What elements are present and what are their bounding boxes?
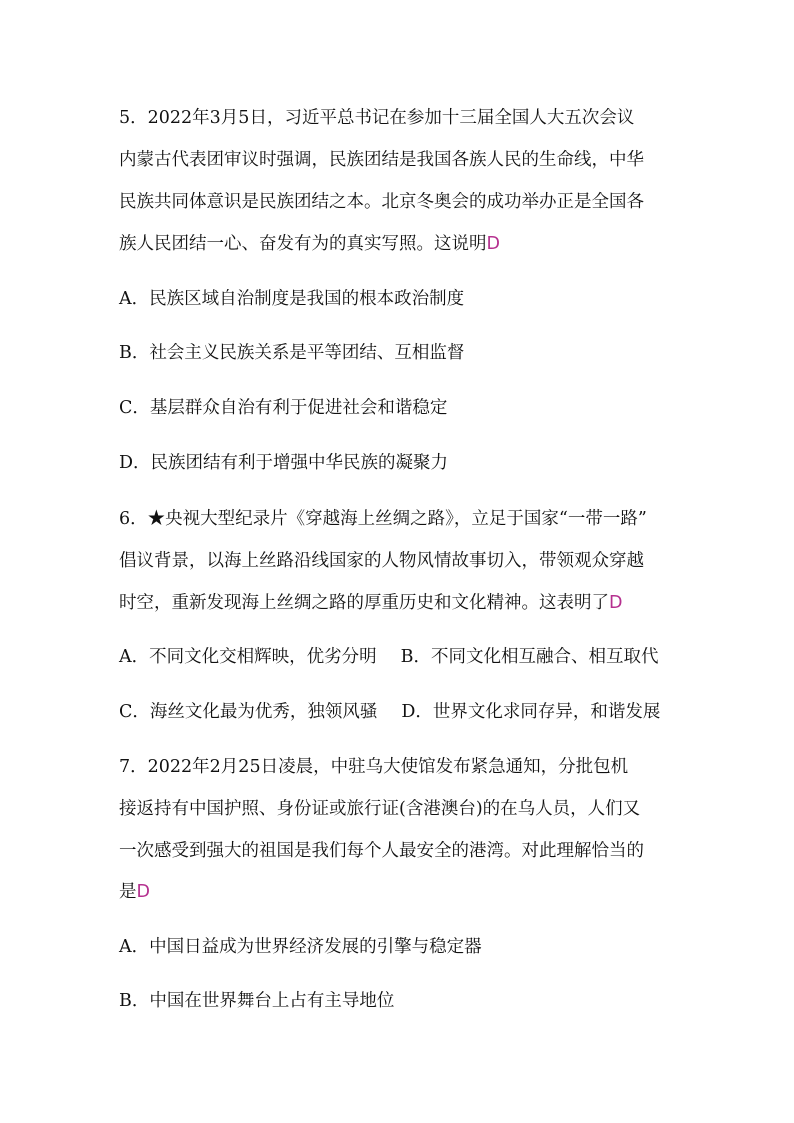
q7-stem-line-2: 接返持有中国护照、身份证或旅行证(含港澳台)的在乌人员，人们又 [119,799,641,819]
q5-option-b: B．社会主义民族关系是平等团结、互相监督 [119,343,465,363]
q5-stem-line-3: 民族共同体意识是民族团结之本。北京冬奥会的成功举办正是全国各 [119,192,644,212]
q7-answer: D [136,882,150,902]
q6-answer: D [609,593,623,613]
q7-stem-line-4 [119,880,150,904]
q6-stem-line-1: 6．★央视大型纪录片《穿越海上丝绸之路》，立足于国家“一带一路” [119,509,647,529]
q5-stem-line-4 [119,232,500,256]
q6-stem-text: 时空，重新发现海上丝绸之路的厚重历史和文化精神。这表明了 [119,593,609,613]
q5-answer: D [486,234,500,254]
q6-option-d: D．世界文化求同存异，和谐发展 [401,702,661,722]
q6-options-row-2 [119,700,660,724]
q5-option-a: A．民族区域自治制度是我国的根本政治制度 [119,289,465,309]
q6-option-b: B．不同文化相互融合、相互取代 [400,647,659,667]
q5-stem-text: 族人民团结一心、奋发有为的真实写照。这说明 [119,234,487,254]
q5-stem-line-1: 5．2022年3月5日，习近平总书记在参加十三届全国人大五次会议 [119,108,635,128]
q7-option-b: B．中国在世界舞台上占有主导地位 [119,991,395,1011]
q5-option-c: C．基层群众自治有利于促进社会和谐稳定 [119,398,448,418]
q7-stem-line-1: 7．2022年2月25日凌晨，中驻乌大使馆发布紧急通知，分批包机 [119,757,629,777]
q5-option-d: D．民族团结有利于增强中华民族的凝聚力 [119,453,449,473]
q7-stem-text: 是 [119,882,137,902]
q5-stem-line-2: 内蒙古代表团审议时强调，民族团结是我国各族人民的生命线，中华 [119,150,644,170]
q6-stem-line-3 [119,591,622,615]
q6-options-row-1 [119,645,659,669]
q6-option-c: C．海丝文化最为优秀，独领风骚 [119,702,378,722]
q7-stem-line-3: 一次感受到强大的祖国是我们每个人最安全的港湾。对此理解恰当的 [119,841,644,861]
q6-stem-line-2: 倡议背景，以海上丝路沿线国家的人物风情故事切入，带领观众穿越 [119,551,644,571]
q6-option-a: A．不同文化交相辉映，优劣分明 [119,647,377,667]
q7-option-a: A．中国日益成为世界经济发展的引擎与稳定器 [119,937,482,957]
